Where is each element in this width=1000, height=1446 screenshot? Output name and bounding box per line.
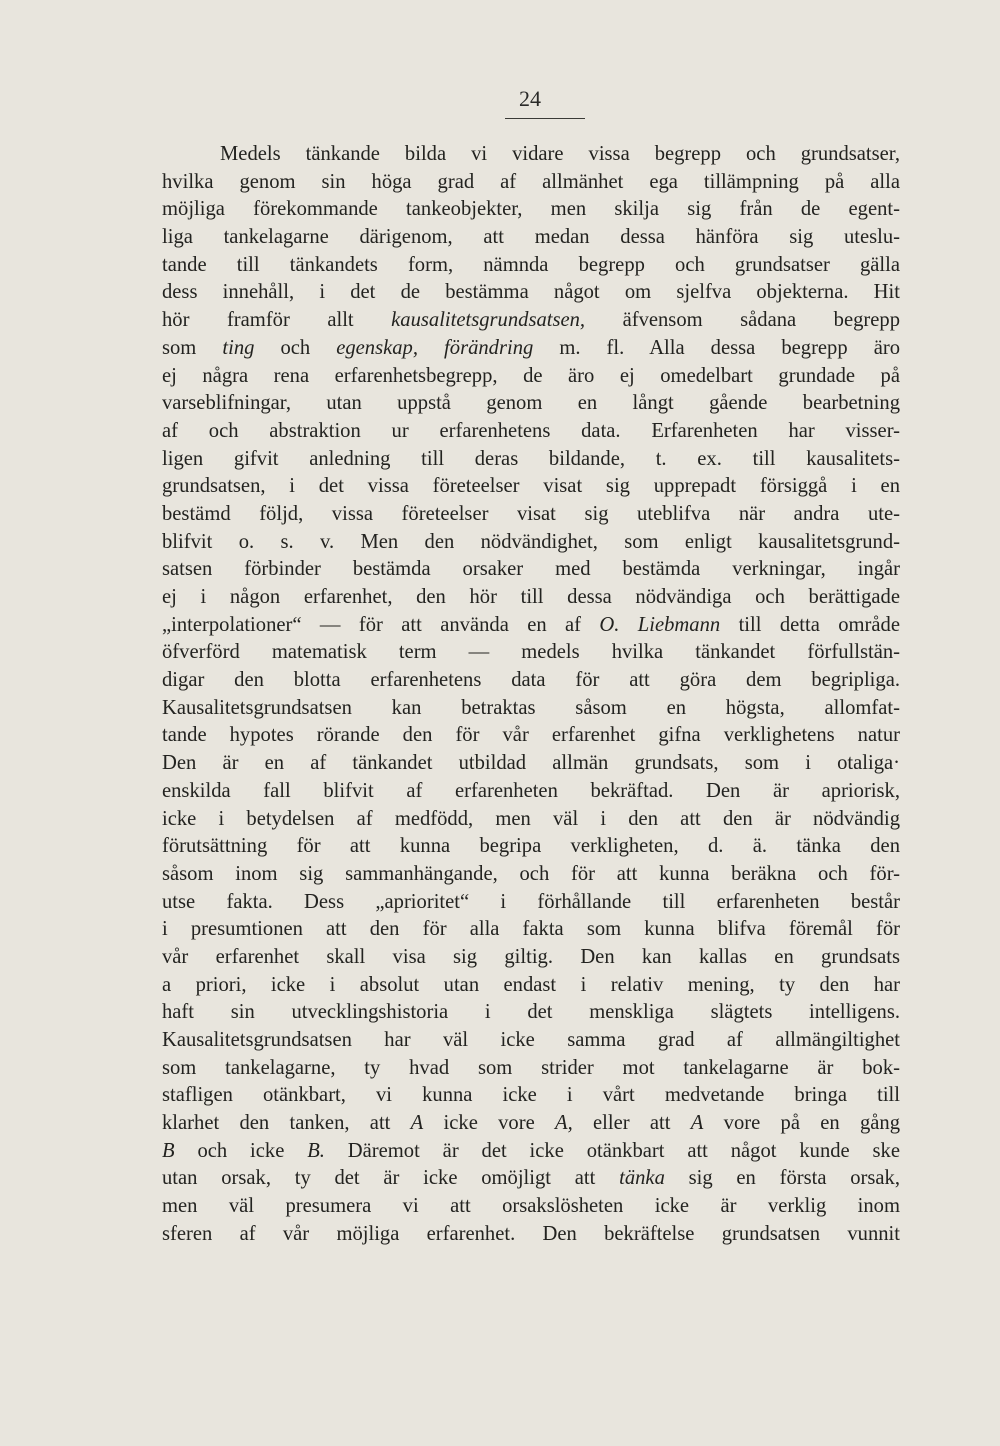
text-line <box>162 806 900 834</box>
text-segment: Däremot är det icke otänkbart att något kunde ske <box>324 1139 900 1162</box>
text-line <box>162 501 900 529</box>
text-segment: Kausalitetsgrundsatsen har väl icke samma grad af allmängiltighet <box>162 1029 900 1051</box>
text-segment: men väl presumera vi att orsakslösheten icke är verklig inom <box>162 1195 900 1218</box>
italic-text: ting <box>222 336 255 359</box>
text-segment: tande hypotes rörande den för vår erfarenhet gifna verklighetens natur <box>162 724 900 747</box>
text-segment: Medels tänkande bilda vi vidare vissa begrepp och grundsatser, <box>220 143 900 165</box>
text-segment: äfvensom sådana begrepp <box>585 309 900 332</box>
text-segment: af och abstraktion ur erfarenhetens data. Erfarenheten har visser- <box>162 419 900 442</box>
text-segment: till detta område <box>720 613 900 636</box>
text-line <box>162 750 900 778</box>
text-line <box>162 1110 900 1138</box>
italic-text: O. Liebmann <box>599 613 721 636</box>
text-segment: satsen förbinder bestämda orsaker med bestämda verkningar, ingår <box>162 558 900 581</box>
text-line <box>162 279 900 307</box>
text-segment: hör framför allt <box>162 309 392 332</box>
text-line <box>162 252 900 280</box>
text-line <box>162 612 900 640</box>
text-segment: „interpolationer“ — för att använda en af <box>162 613 600 636</box>
text-segment: Den är en af tänkandet utbildad allmän grundsats, som i otaliga· <box>162 752 900 775</box>
text-segment: icke i betydelsen af medfödd, men väl i den att den är nödvändig <box>162 807 900 830</box>
text-segment: stafligen otänkbart, vi kunna icke i vårt medvetande bringa till <box>162 1084 900 1107</box>
text-segment: a priori, icke i absolut utan endast i relativ mening, ty den har <box>162 973 900 996</box>
text-line <box>162 833 900 861</box>
text-segment: vår erfarenhet skall visa sig giltig. Den kan kallas en grundsats <box>162 945 900 968</box>
text-line <box>162 224 900 252</box>
text-segment: digar den blotta erfarenhetens data för att göra dem begripliga. <box>162 669 900 692</box>
text-line <box>162 1055 900 1083</box>
text-segment: varseblifningar, utan uppstå genom en långt gående bearbetning <box>162 392 900 415</box>
text-segment: Kausalitetsgrundsatsen kan betraktas såsom en högsta, allomfat- <box>162 696 900 719</box>
text-segment: icke vore <box>423 1112 556 1135</box>
text-line <box>162 335 900 363</box>
text-line <box>162 363 900 391</box>
text-line <box>162 1221 900 1249</box>
text-line <box>162 418 900 446</box>
text-line <box>162 446 900 474</box>
italic-text: B. <box>307 1139 325 1162</box>
text-segment: eller att <box>572 1112 691 1135</box>
text-line <box>162 999 900 1027</box>
text-line <box>162 390 900 418</box>
text-segment: enskilda fall blifvit af erfarenheten bekräftad. Den är apriorisk, <box>162 779 900 802</box>
text-line <box>162 778 900 806</box>
text-segment: utse fakta. Dess „aprioritet“ i förhållande till erfarenheten består <box>162 890 900 913</box>
text-line <box>162 1193 900 1221</box>
text-line <box>162 169 900 197</box>
italic-text: A, <box>555 1112 573 1135</box>
text-line <box>162 972 900 1000</box>
body-text <box>162 141 900 1249</box>
text-line <box>162 944 900 972</box>
text-line <box>162 695 900 723</box>
text-segment: ligen gifvit anledning till deras bildande, t. ex. till kausalitets- <box>162 447 900 470</box>
text-segment: haft sin utvecklingshistoria i det menskliga slägtets intelligens. <box>162 1001 900 1024</box>
text-line <box>162 1082 900 1110</box>
text-segment: och <box>254 336 337 359</box>
text-line <box>162 141 900 169</box>
text-line <box>162 584 900 612</box>
text-segment: vore på en gång <box>703 1112 900 1135</box>
text-line <box>162 1027 900 1055</box>
text-line <box>162 916 900 944</box>
text-segment: grundsatsen, i det vissa företeelser visat sig upprepadt försiggå i en <box>162 475 900 498</box>
text-segment: ej i någon erfarenhet, den hör till dessa nödvändiga och berättigade <box>162 586 900 608</box>
text-line <box>162 667 900 695</box>
text-segment: tande till tänkandets form, nämnda begrepp och grundsatser gälla <box>162 253 900 276</box>
text-line <box>162 722 900 750</box>
text-line <box>162 861 900 889</box>
italic-text: egenskap, förändring <box>336 336 534 359</box>
italic-text: kausalitetsgrundsatsen, <box>391 309 586 332</box>
text-segment: sig en första orsak, <box>664 1167 901 1190</box>
text-segment: öfverförd matematisk term — medels hvilka tänkandet förfullstän- <box>162 641 900 664</box>
text-segment: m. fl. Alla dessa begrepp äro <box>533 336 900 359</box>
text-segment: bestämd följd, vissa företeelser visat sig uteblifva när andra ute- <box>162 502 900 525</box>
italic-text: A <box>410 1112 424 1135</box>
italic-text: tänka <box>619 1167 665 1190</box>
text-segment: förutsättning för att kunna begripa verkligheten, d. ä. tänka den <box>162 835 900 858</box>
text-segment: ej några rena erfarenhetsbegrepp, de äro ej omedelbart grundade på <box>162 364 900 387</box>
text-line <box>162 1138 900 1166</box>
text-segment: klarhet den tanken, att <box>162 1112 411 1135</box>
text-line <box>162 529 900 557</box>
text-line <box>162 556 900 584</box>
text-line <box>162 889 900 917</box>
italic-text: A <box>690 1112 704 1135</box>
text-segment: dess innehåll, i det de bestämma något om sjelfva objekterna. Hit <box>162 281 900 304</box>
text-line <box>162 307 900 335</box>
text-segment: möjliga förekommande tankeobjekter, men skilja sig från de egent- <box>162 198 900 221</box>
text-line <box>162 639 900 667</box>
text-segment: utan orsak, ty det är icke omöjligt att <box>162 1167 620 1190</box>
text-segment: blifvit o. s. v. Men den nödvändighet, som enligt kausalitetsgrund- <box>162 530 900 553</box>
text-line <box>162 473 900 501</box>
text-segment: liga tankelagarne därigenom, att medan dessa hänföra sig uteslu- <box>162 226 900 249</box>
text-segment: som <box>162 336 223 359</box>
page-number: 24 <box>519 86 541 111</box>
italic-text: B <box>162 1139 175 1162</box>
text-segment: som tankelagarne, ty hvad som strider mot tankelagarne är bok- <box>162 1056 900 1079</box>
text-segment: sferen af vår möjliga erfarenhet. Den bekräftelse grundsatsen vunnit <box>162 1222 900 1245</box>
text-segment: hvilka genom sin höga grad af allmänhet ega tillämpning på alla <box>162 170 900 193</box>
text-segment: och icke <box>174 1139 308 1162</box>
text-segment: i presumtionen att den för alla fakta som kunna blifva föremål för <box>162 918 900 941</box>
header-rule <box>505 118 585 119</box>
text-line <box>162 196 900 224</box>
text-line <box>162 1165 900 1193</box>
text-segment: såsom inom sig sammanhängande, och för att kunna beräkna och för- <box>162 862 900 885</box>
